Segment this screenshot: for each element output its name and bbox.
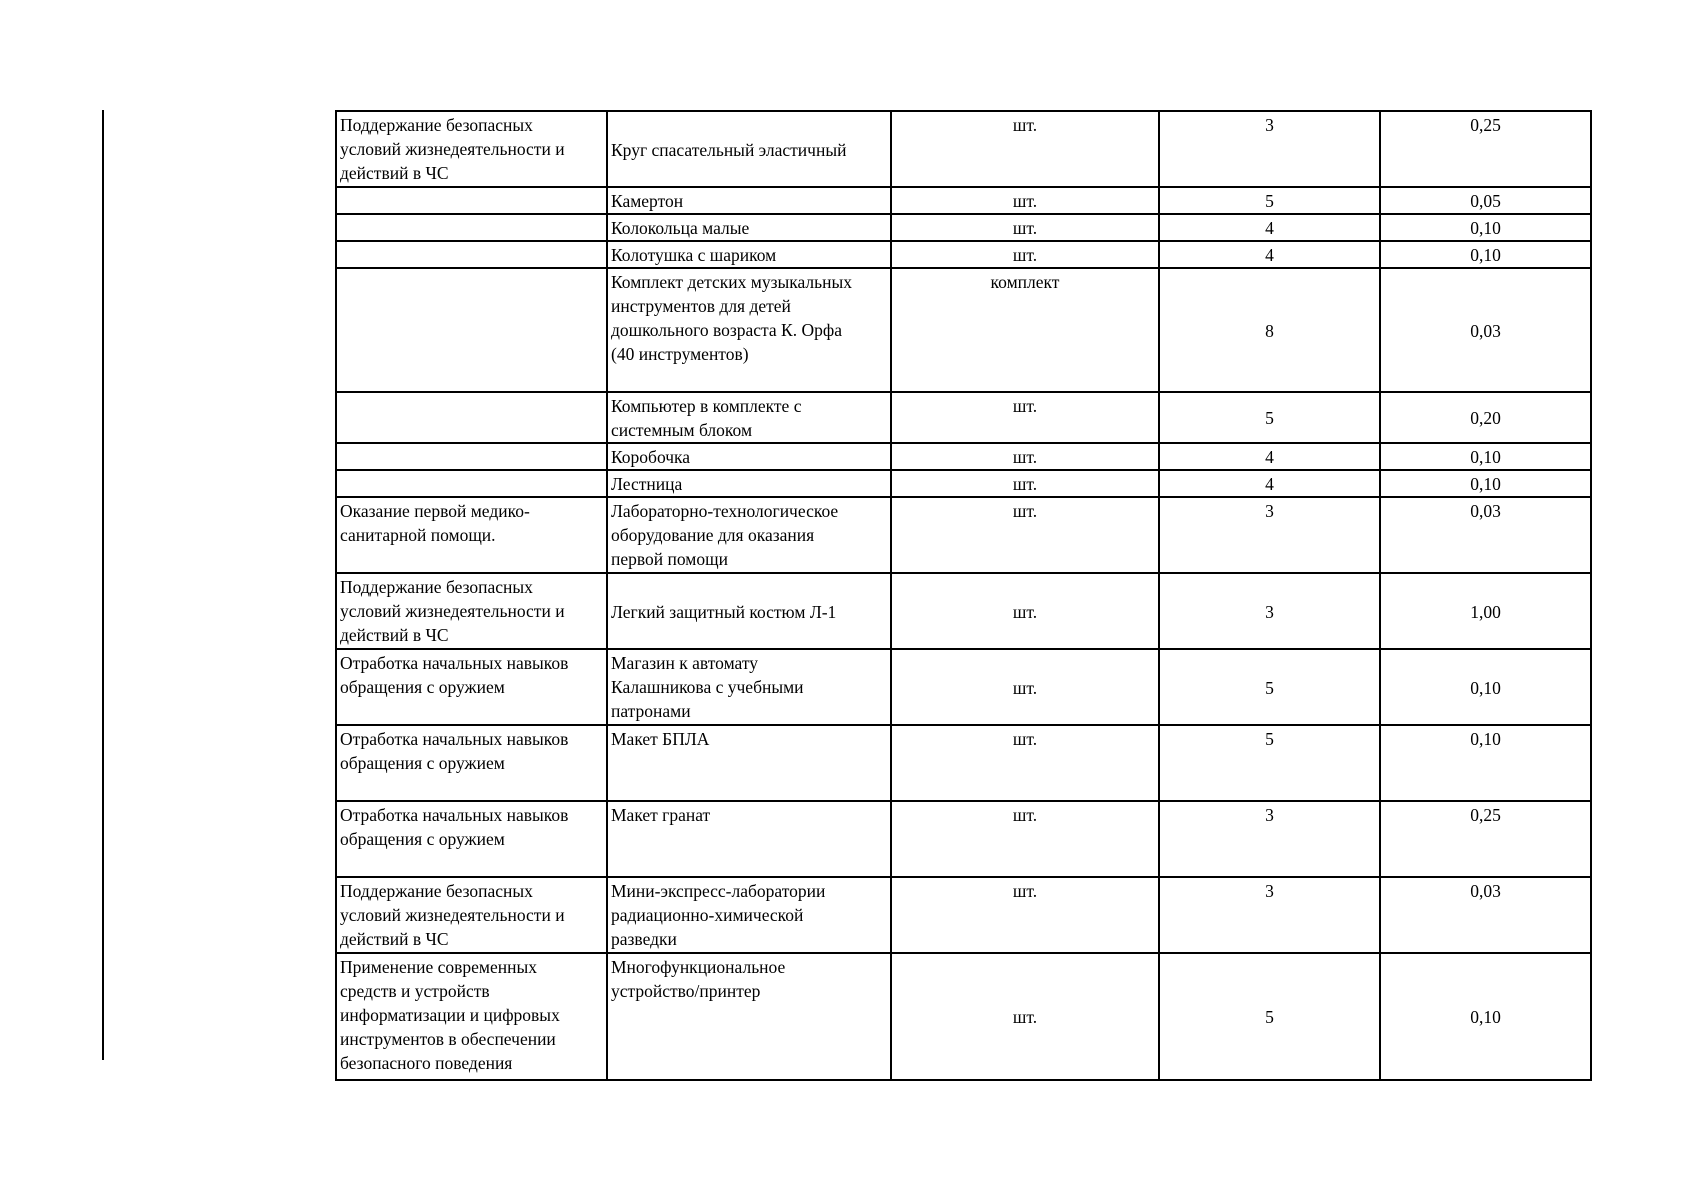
table-row <box>336 497 1591 573</box>
purpose-cell: Поддержание безопасных условий жизнедеятельности и действий в ЧС <box>336 573 607 649</box>
unit-cell: шт. <box>891 953 1159 1080</box>
unit-cell: шт. <box>891 214 1159 241</box>
purpose-cell: Отработка начальных навыков обращения с оружием <box>336 801 607 877</box>
purpose-cell <box>336 392 607 443</box>
coefficient-cell: 1,00 <box>1380 573 1591 649</box>
coefficient-cell: 0,03 <box>1380 497 1591 573</box>
table-row <box>336 801 1591 877</box>
table-row <box>336 470 1591 497</box>
item-name-cell: Колотушка с шариком <box>607 241 891 268</box>
table-row <box>336 268 1591 392</box>
purpose-cell: Отработка начальных навыков обращения с оружием <box>336 725 607 801</box>
coefficient-cell: 0,03 <box>1380 877 1591 953</box>
quantity-cell: 5 <box>1159 392 1380 443</box>
purpose-cell: Поддержание безопасных условий жизнедеятельности и действий в ЧС <box>336 877 607 953</box>
unit-cell: шт. <box>891 877 1159 953</box>
item-name-cell: Компьютер в комплекте с системным блоком <box>607 392 891 443</box>
left-margin-line <box>102 110 104 1060</box>
purpose-cell <box>336 187 607 214</box>
purpose-cell <box>336 241 607 268</box>
purpose-cell: Поддержание безопасных условий жизнедеятельности и действий в ЧС <box>336 111 607 187</box>
unit-cell: шт. <box>891 241 1159 268</box>
item-name-cell: Макет гранат <box>607 801 891 877</box>
quantity-cell: 5 <box>1159 187 1380 214</box>
table-row <box>336 877 1591 953</box>
table-row <box>336 443 1591 470</box>
quantity-cell: 5 <box>1159 649 1380 725</box>
quantity-cell: 8 <box>1159 268 1380 392</box>
item-name-cell: Коробочка <box>607 443 891 470</box>
unit-cell: шт. <box>891 111 1159 187</box>
coefficient-cell: 0,10 <box>1380 725 1591 801</box>
item-name-cell: Макет БПЛА <box>607 725 891 801</box>
purpose-cell <box>336 268 607 392</box>
unit-cell: шт. <box>891 725 1159 801</box>
table-row <box>336 573 1591 649</box>
table-row <box>336 241 1591 268</box>
purpose-cell <box>336 470 607 497</box>
purpose-cell <box>336 443 607 470</box>
coefficient-cell: 0,10 <box>1380 241 1591 268</box>
item-name-cell: Легкий защитный костюм Л-1 <box>607 573 891 649</box>
unit-cell: шт. <box>891 392 1159 443</box>
coefficient-cell: 0,10 <box>1380 443 1591 470</box>
coefficient-cell: 0,03 <box>1380 268 1591 392</box>
coefficient-cell: 0,10 <box>1380 953 1591 1080</box>
item-name-cell: Многофункциональное устройство/принтер <box>607 953 891 1080</box>
coefficient-cell: 0,10 <box>1380 214 1591 241</box>
table-row <box>336 649 1591 725</box>
purpose-cell: Оказание первой медико- санитарной помощи. <box>336 497 607 573</box>
unit-cell: шт. <box>891 497 1159 573</box>
unit-cell: шт. <box>891 470 1159 497</box>
table-row <box>336 214 1591 241</box>
item-name-cell: Камертон <box>607 187 891 214</box>
item-name-cell: Колокольца малые <box>607 214 891 241</box>
table-row <box>336 725 1591 801</box>
item-name-cell: Магазин к автомату Калашникова с учебными патронами <box>607 649 891 725</box>
item-name-cell: Лестница <box>607 470 891 497</box>
item-name-cell: Лабораторно-технологическое оборудование для оказания первой помощи <box>607 497 891 573</box>
purpose-cell: Отработка начальных навыков обращения с оружием <box>336 649 607 725</box>
item-name-cell: Комплект детских музыкальных инструментов для детей дошкольного возраста К. Орфа (40 инструментов) <box>607 268 891 392</box>
quantity-cell: 3 <box>1159 877 1380 953</box>
quantity-cell: 4 <box>1159 443 1380 470</box>
coefficient-cell: 0,25 <box>1380 801 1591 877</box>
unit-cell: шт. <box>891 187 1159 214</box>
coefficient-cell: 0,10 <box>1380 470 1591 497</box>
coefficient-cell: 0,25 <box>1380 111 1591 187</box>
table-row <box>336 187 1591 214</box>
quantity-cell: 4 <box>1159 241 1380 268</box>
unit-cell: комплект <box>891 268 1159 392</box>
unit-cell: шт. <box>891 801 1159 877</box>
quantity-cell: 3 <box>1159 573 1380 649</box>
item-name-cell: Мини-экспресс-лаборатории радиационно-химической разведки <box>607 877 891 953</box>
quantity-cell: 4 <box>1159 470 1380 497</box>
purpose-cell <box>336 214 607 241</box>
quantity-cell: 3 <box>1159 801 1380 877</box>
quantity-cell: 4 <box>1159 214 1380 241</box>
quantity-cell: 3 <box>1159 111 1380 187</box>
table-row <box>336 953 1591 1080</box>
unit-cell: шт. <box>891 649 1159 725</box>
unit-cell: шт. <box>891 443 1159 470</box>
unit-cell: шт. <box>891 573 1159 649</box>
purpose-cell: Применение современных средств и устройств информатизации и цифровых инструментов в обеспечении безопасного поведения <box>336 953 607 1080</box>
item-name-cell: Круг спасательный эластичный <box>607 111 891 187</box>
coefficient-cell: 0,20 <box>1380 392 1591 443</box>
coefficient-cell: 0,05 <box>1380 187 1591 214</box>
quantity-cell: 3 <box>1159 497 1380 573</box>
quantity-cell: 5 <box>1159 953 1380 1080</box>
table-row <box>336 392 1591 443</box>
quantity-cell: 5 <box>1159 725 1380 801</box>
equipment-table <box>335 110 1592 1081</box>
coefficient-cell: 0,10 <box>1380 649 1591 725</box>
table-row <box>336 111 1591 187</box>
